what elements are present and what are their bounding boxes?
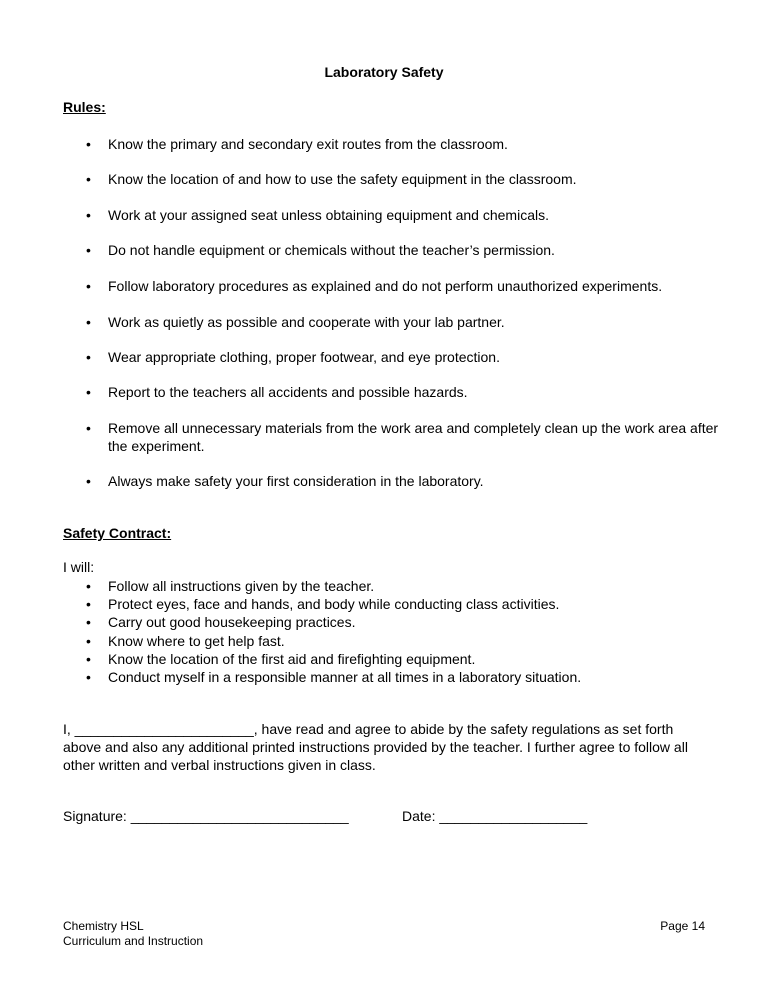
rule-text: Work as quietly as possible and cooperate with your lab partner. — [108, 314, 505, 330]
contract-intro: I will: — [63, 559, 95, 575]
agreement-statement: I, _______________________, have read and agree to abide by the safety regulations as set forth above and also any additional printed instructions provided by the teacher. I further agree to follow all other written and verbal instructions given in class. — [63, 721, 688, 773]
contract-item — [86, 632, 706, 650]
rule-item — [86, 135, 726, 153]
bullet-icon: • — [86, 578, 91, 594]
bullet-icon: • — [86, 420, 91, 436]
bullet-icon: • — [86, 596, 91, 613]
rule-item — [86, 277, 726, 295]
rule-text: Remove all unnecessary materials from the work area and completely clean up the work area after the experiment. — [108, 420, 719, 454]
footer-course-info — [63, 919, 203, 949]
bullet-icon: • — [86, 473, 91, 489]
rule-item — [86, 170, 726, 188]
bullet-icon: • — [86, 668, 91, 685]
rule-text: Know the primary and secondary exit routes from the classroom. — [108, 136, 508, 152]
rule-text: Always make safety your first consideration in the laboratory. — [108, 473, 484, 489]
bullet-icon: • — [86, 650, 91, 667]
rule-item — [86, 241, 726, 259]
rule-item — [86, 206, 726, 224]
rule-item — [86, 472, 726, 490]
contract-list — [86, 577, 706, 686]
contract-text: Know the location of the first aid and firefighting equipment. — [108, 650, 476, 667]
bullet-icon: • — [86, 614, 91, 631]
bullet-icon: • — [86, 207, 91, 223]
bullet-icon: • — [86, 242, 91, 258]
contract-text: Know where to get help fast. — [108, 632, 285, 649]
bullet-icon: • — [86, 349, 91, 365]
rule-item — [86, 419, 726, 455]
rule-text: Wear appropriate clothing, proper footwear, and eye protection. — [108, 349, 500, 365]
rule-text: Work at your assigned seat unless obtaining equipment and chemicals. — [108, 207, 549, 223]
bullet-icon: • — [86, 384, 91, 400]
signature-field: Signature: ____________________________ — [63, 808, 349, 824]
contract-item — [86, 613, 706, 631]
rules-heading: Rules: — [63, 99, 106, 115]
rule-text: Follow laboratory procedures as explained and do not perform unauthorized experiments. — [108, 278, 663, 294]
date-field: Date: ___________________ — [402, 808, 588, 824]
contract-text: Protect eyes, face and hands, and body while conducting class activities. — [108, 596, 560, 613]
rule-text: Do not handle equipment or chemicals without the teacher’s permission. — [108, 242, 555, 258]
rule-item — [86, 348, 726, 366]
page-title: Laboratory Safety — [324, 64, 444, 80]
contract-text: Follow all instructions given by the teacher. — [108, 578, 375, 594]
bullet-icon: • — [86, 632, 91, 649]
footer-department: Curriculum and Instruction — [63, 934, 204, 948]
contract-heading: Safety Contract: — [63, 525, 172, 541]
rule-text: Know the location of and how to use the safety equipment in the classroom. — [108, 171, 577, 187]
rule-text: Report to the teachers all accidents and possible hazards. — [108, 384, 468, 400]
footer-page-number: Page 14 — [660, 919, 705, 933]
contract-item — [86, 668, 706, 686]
contract-text: Carry out good housekeeping practices. — [108, 614, 356, 631]
bullet-icon: • — [86, 314, 91, 330]
contract-item — [86, 650, 706, 668]
contract-item — [86, 577, 706, 595]
contract-item — [86, 595, 706, 613]
footer-course: Chemistry HSL — [63, 919, 144, 933]
contract-text: Conduct myself in a responsible manner at all times in a laboratory situation. — [108, 668, 582, 685]
rule-item — [86, 383, 726, 401]
bullet-icon: • — [86, 171, 91, 187]
rule-item — [86, 313, 726, 331]
bullet-icon: • — [86, 278, 91, 294]
bullet-icon: • — [86, 136, 91, 152]
